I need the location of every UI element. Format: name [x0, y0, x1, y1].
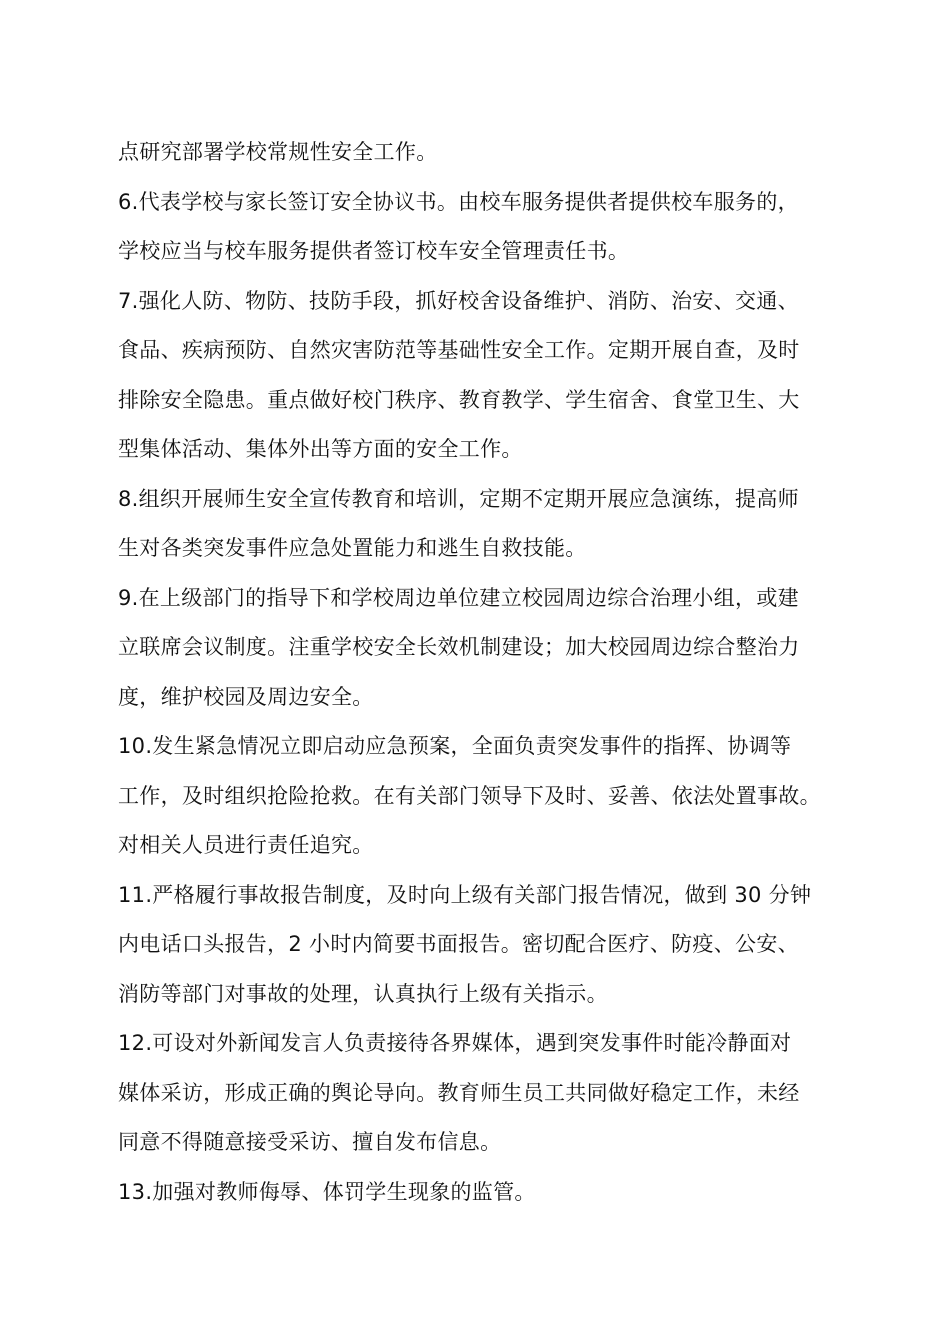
- text-line-3: 学校应当与校车服务提供者签订校车安全管理责任书。: [118, 239, 630, 263]
- text-line-13: 10.发生紧急情况立即启动应急预案，全面负责突发事件的指挥、协调等: [118, 734, 792, 758]
- text-line-19: 12.可设对外新闻发言人负责接待各界媒体，遇到突发事件时能冷静面对: [118, 1031, 792, 1055]
- text-line-7: 型集体活动、集体外出等方面的安全工作。: [118, 437, 523, 461]
- text-line-1: 点研究部署学校常规性安全工作。: [118, 140, 438, 164]
- text-line-12: 度，维护校园及周边安全。: [118, 684, 374, 709]
- text-line-18: 消防等部门对事故的处理，认真执行上级有关指示。: [118, 981, 608, 1006]
- text-line-11: 立联席会议制度。注重学校安全长效机制建设；加大校园周边综合整治力: [118, 635, 800, 659]
- text-line-20: 媒体采访，形成正确的舆论导向。教育师生员工共同做好稳定工作，未经: [118, 1080, 800, 1105]
- text-line-5: 食品、疾病预防、自然灾害防范等基础性安全工作。定期开展自查，及时: [118, 338, 800, 362]
- text-line-2: 6.代表学校与家长签订安全协议书。由校车服务提供者提供校车服务的，: [118, 189, 799, 214]
- text-line-16: 11.严格履行事故报告制度，及时向上级有关部门报告情况，做到 30 分钟: [118, 882, 812, 907]
- text-line-15: 对相关人员进行责任追究。: [118, 833, 374, 857]
- text-line-14: 工作，及时组织抢险抢救。在有关部门领导下及时、妥善、依法处置事故。: [118, 783, 821, 808]
- text-line-8: 8.组织开展师生安全宣传教育和培训，定期不定期开展应急演练，提高师: [118, 486, 799, 511]
- text-line-4: 7.强化人防、物防、技防手段，抓好校舍设备维护、消防、治安、交通、: [118, 288, 799, 313]
- text-line-6: 排除安全隐患。重点做好校门秩序、教育教学、学生宿舍、食堂卫生、大: [118, 387, 800, 412]
- text-line-22: 13.加强对教师侮辱、体罚学生现象的监管。: [118, 1179, 536, 1204]
- document-body: [118, 128, 858, 1217]
- text-line-17: 内电话口头报告，2 小时内简要书面报告。密切配合医疗、防疫、公安、: [118, 932, 799, 956]
- text-line-21: 同意不得随意接受采访、擅自发布信息。: [118, 1130, 502, 1154]
- text-line-10: 9.在上级部门的指导下和学校周边单位建立校园周边综合治理小组，或建: [118, 585, 799, 610]
- text-line-9: 生对各类突发事件应急处置能力和逃生自救技能。: [118, 536, 587, 560]
